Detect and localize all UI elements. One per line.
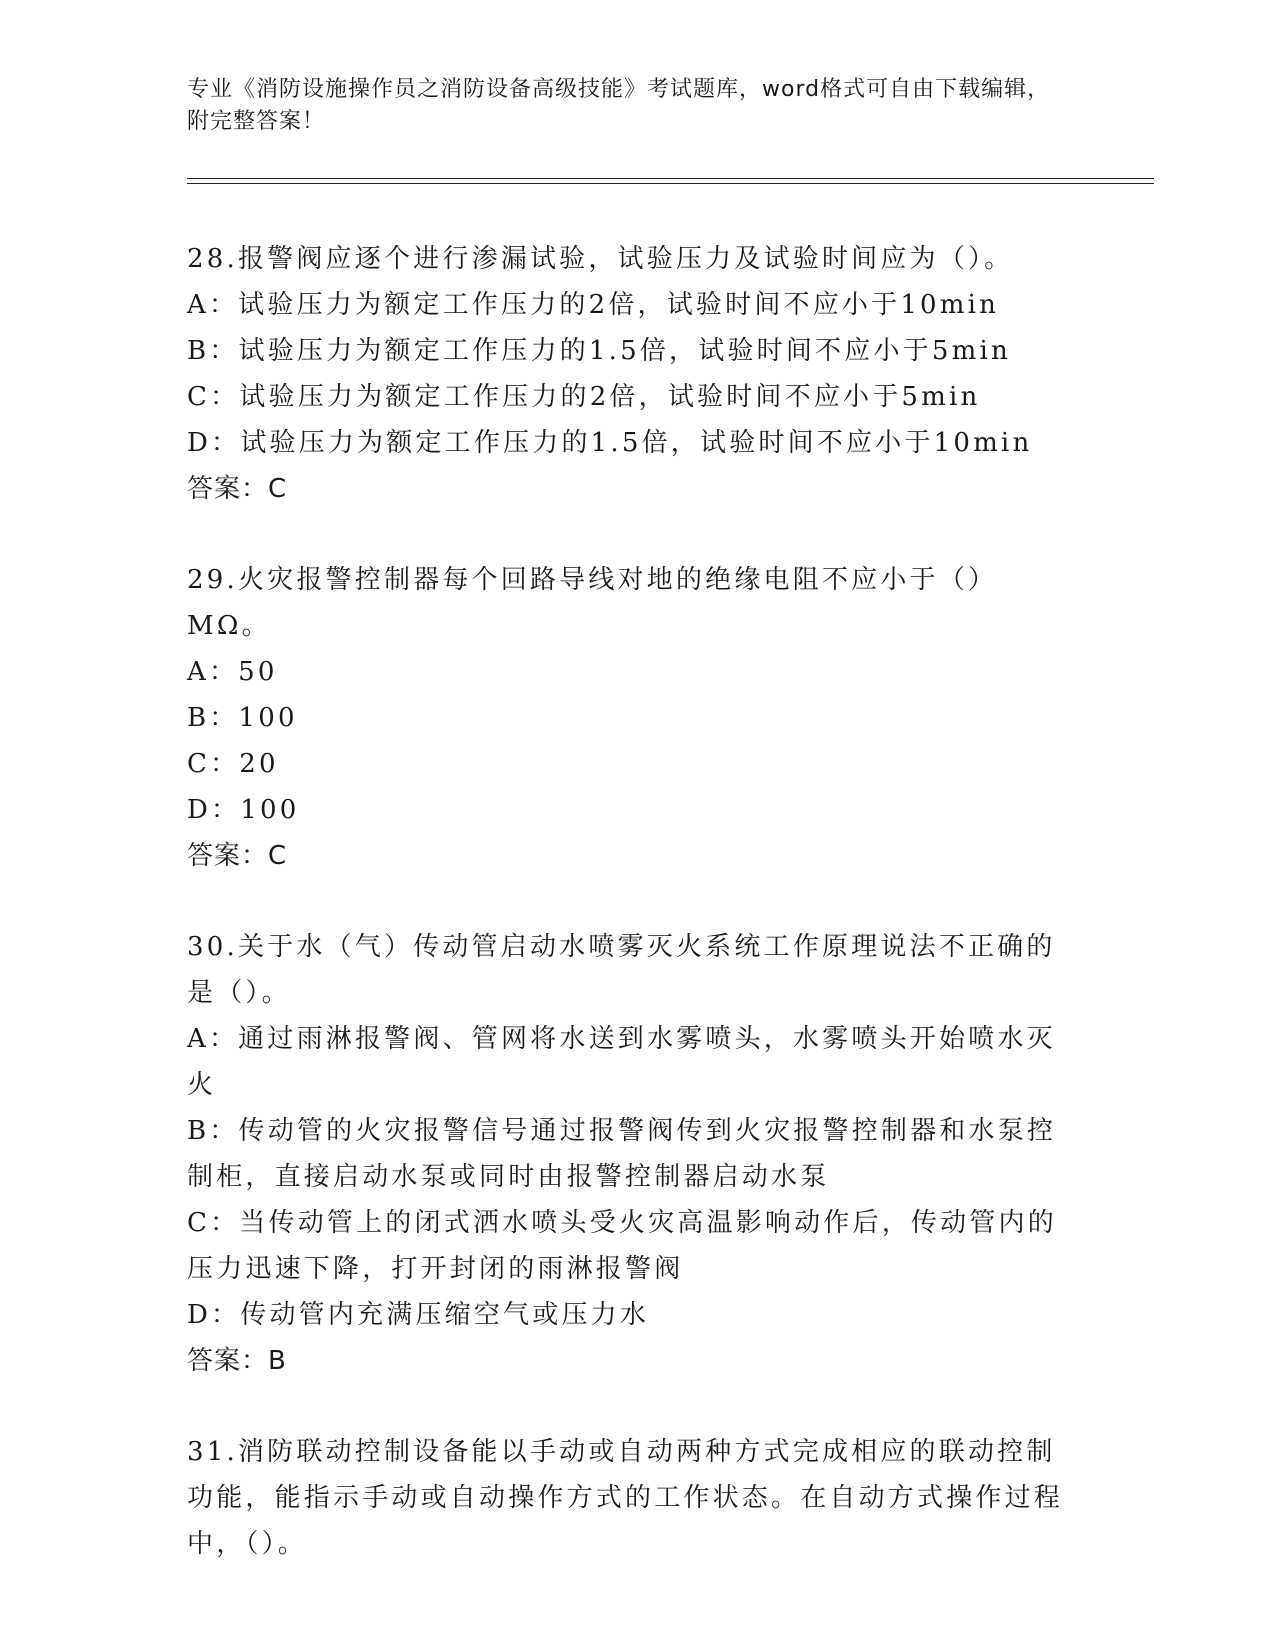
option-b: B：传动管的火灾报警信号通过报警阀传到火灾报警控制器和水泵控制柜，直接启动水泵或同时由报警控制器启动水泵 xyxy=(187,1116,1057,1192)
question-29 xyxy=(187,557,1077,879)
answer: 答案：C xyxy=(187,841,288,871)
option-c: C：试验压力为额定工作压力的2倍，试验时间不应小于5min xyxy=(187,382,981,412)
option-d: D：传动管内充满压缩空气或压力水 xyxy=(187,1300,650,1330)
question-28 xyxy=(187,236,1077,512)
option-d: D：100 xyxy=(187,795,300,825)
option-b: B：100 xyxy=(187,703,298,733)
question-stem: 28.报警阀应逐个进行渗漏试验，试验压力及试验时间应为（）。 xyxy=(187,244,1014,274)
option-a: A：50 xyxy=(187,657,278,687)
document-header: 专业《消防设施操作员之消防设备高级技能》考试题库，word格式可自由下载编辑，附完整答案！ xyxy=(187,77,1051,134)
question-stem: 30.关于水（气）传动管启动水喷雾灭火系统工作原理说法不正确的是（）。 xyxy=(187,932,1056,1008)
header-divider-bottom xyxy=(187,183,1154,184)
answer: 答案：C xyxy=(187,474,288,504)
option-a: A：通过雨淋报警阀、管网将水送到水雾喷头，水雾喷头开始喷水灭火 xyxy=(187,1024,1056,1100)
option-c: C：20 xyxy=(187,749,279,779)
question-30 xyxy=(187,924,1077,1384)
question-list xyxy=(187,236,1077,1612)
option-d: D：试验压力为额定工作压力的1.5倍，试验时间不应小于10min xyxy=(187,428,1033,458)
option-a: A：试验压力为额定工作压力的2倍，试验时间不应小于10min xyxy=(187,290,1000,320)
question-stem: 31.消防联动控制设备能以手动或自动两种方式完成相应的联动控制功能，能指示手动或自动操作方式的工作状态。在自动方式操作过程中，（）。 xyxy=(187,1437,1064,1559)
header-divider-top xyxy=(187,178,1154,179)
option-b: B：试验压力为额定工作压力的1.5倍，试验时间不应小于5min xyxy=(187,336,1011,366)
question-stem: 29.火灾报警控制器每个回路导线对地的绝缘电阻不应小于（）MΩ。 xyxy=(187,565,998,641)
option-c: C：当传动管上的闭式洒水喷头受火灾高温影响动作后，传动管内的压力迅速下降，打开封闭的雨淋报警阀 xyxy=(187,1208,1057,1284)
question-31 xyxy=(187,1429,1077,1567)
answer: 答案：B xyxy=(187,1346,287,1376)
